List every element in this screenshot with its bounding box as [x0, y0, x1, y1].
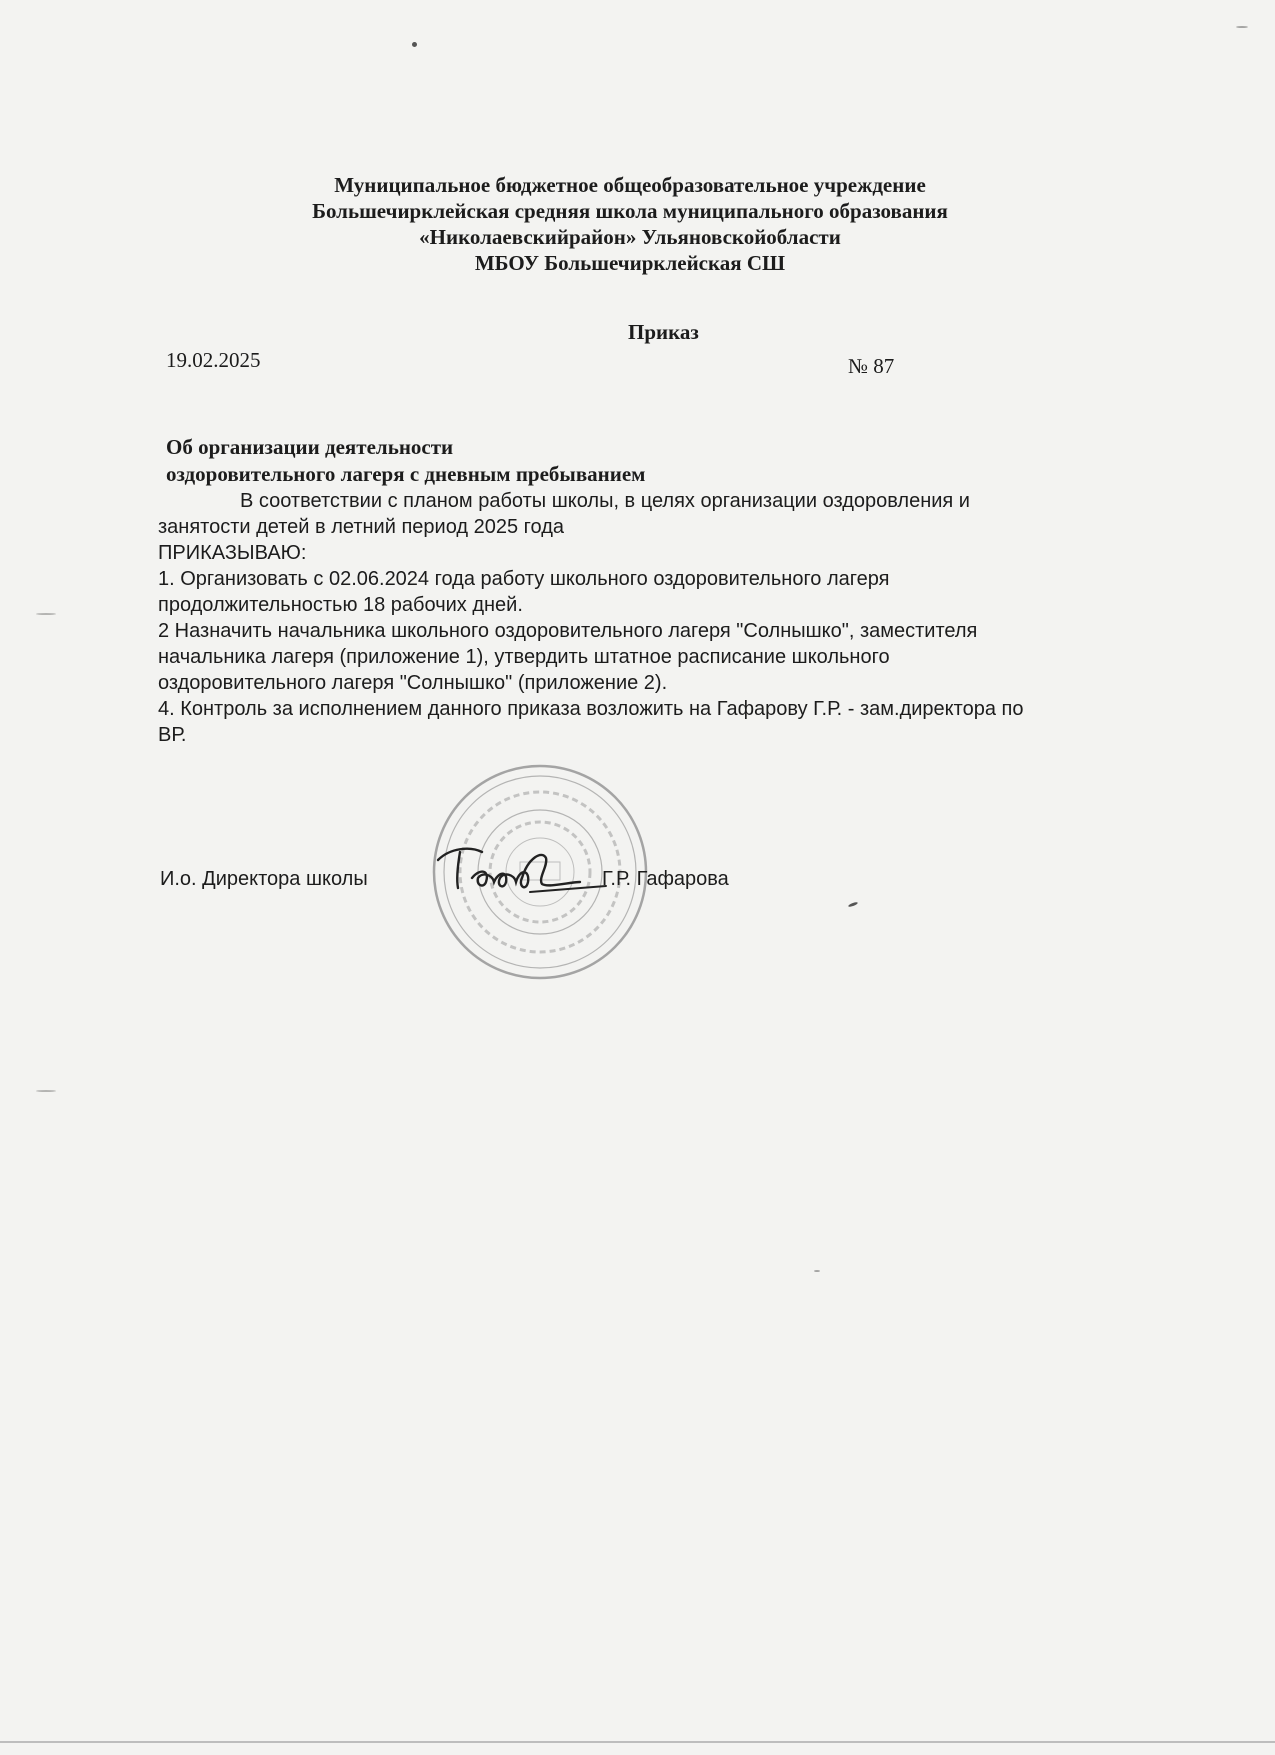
item-line: оздоровительного лагеря "Солнышко" (приложение 2). — [158, 672, 668, 694]
subject-line: Об организации деятельности — [166, 435, 454, 459]
header-line: Муниципальное бюджетное общеобразовательное учреждение — [334, 173, 926, 197]
directive: ПРИКАЗЫВАЮ: — [158, 542, 307, 564]
institution-header — [250, 172, 1010, 276]
scan-speck — [848, 901, 858, 907]
item-line: начальника лагеря (приложение 1), утвердить штатное расписание школьного — [158, 646, 890, 668]
scan-speck — [36, 1090, 56, 1092]
scan-speck — [814, 1270, 820, 1272]
item-line: 1. Организовать с 02.06.2024 года работу школьного оздоровительного лагеря — [158, 568, 890, 590]
header-line: МБОУ Большечирклейская СШ — [474, 251, 786, 275]
order-title: Приказ — [628, 320, 699, 344]
header-line: «Николаевскийрайон» Ульяновскойобласти — [419, 225, 841, 249]
subject-line: оздоровительного лагеря с дневным пребыванием — [166, 462, 646, 486]
item-line: 4. Контроль за исполнением данного приказа возложить на Гафарову Г.Р. - зам.директора по — [158, 698, 1024, 720]
order-number: № 87 — [848, 354, 895, 378]
item-line: 2 Назначить начальника школьного оздоровительного лагеря "Солнышко", заместителя — [158, 620, 978, 642]
scan-speck — [36, 613, 56, 615]
order-subject — [166, 434, 645, 488]
item-line: продолжительностью 18 рабочих дней. — [158, 594, 523, 616]
order-date: 19.02.2025 — [166, 348, 261, 372]
scan-speck — [1236, 26, 1248, 28]
header-line: Большечирклейская средняя школа муниципального образования — [312, 199, 948, 223]
item-line: ВР. — [158, 724, 187, 746]
handwritten-signature-icon — [430, 838, 610, 898]
signatory-role: И.о. Директора школы — [160, 868, 368, 890]
preamble-line: В соответствии с планом работы школы, в целях организации оздоровления и — [240, 490, 970, 512]
signatory-name: Г.Р. Гафарова — [602, 868, 729, 890]
preamble-line: занятости детей в летний период 2025 года — [158, 516, 564, 538]
scan-speck — [412, 42, 417, 47]
scan-edge — [0, 1741, 1275, 1743]
order-body — [158, 488, 1158, 748]
